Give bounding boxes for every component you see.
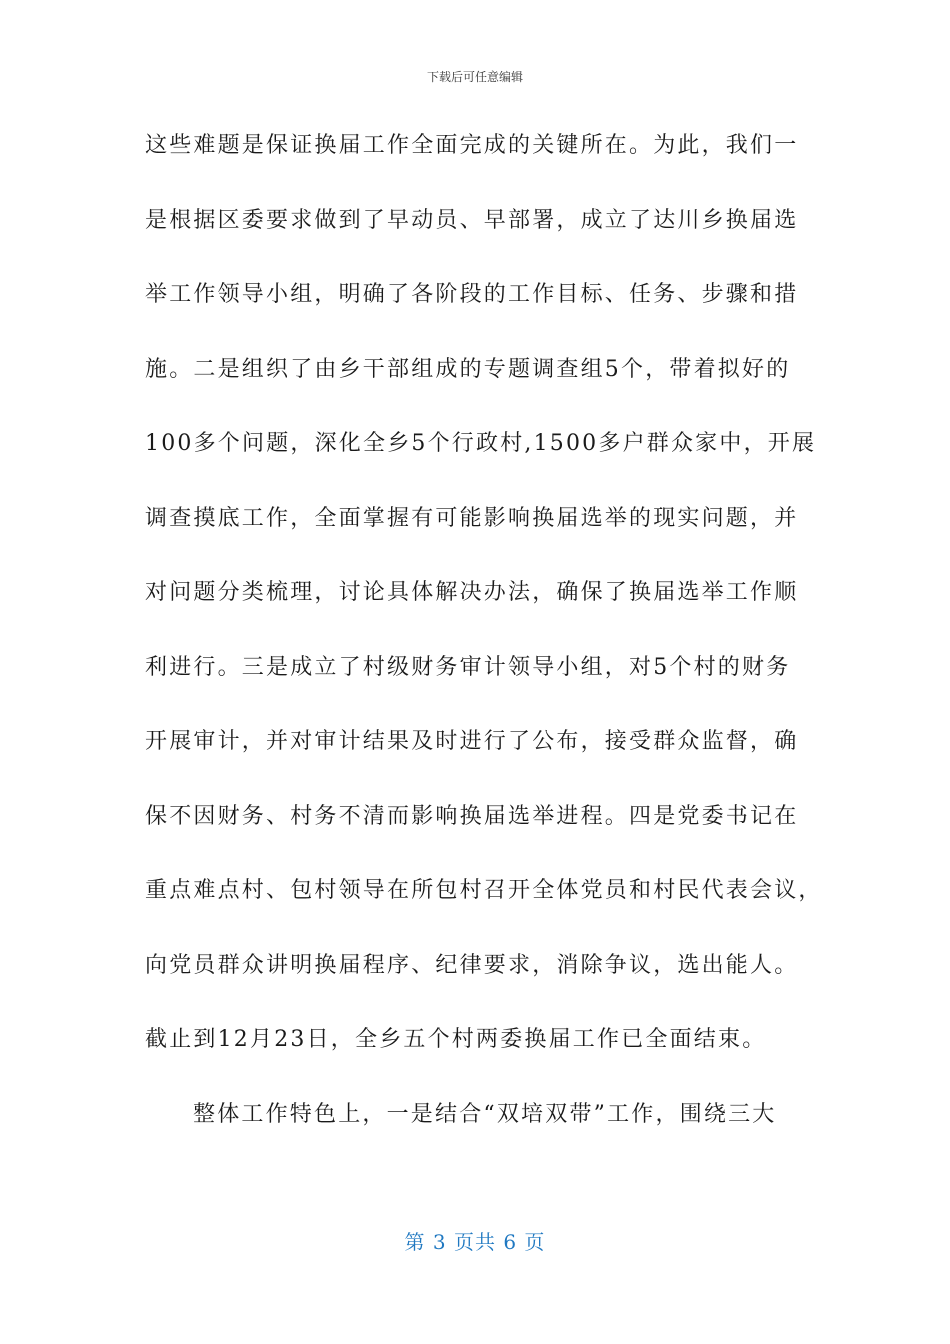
text-line: 对问题分类梳理，讨论具体解决办法，确保了换届选举工作顺 bbox=[145, 580, 799, 605]
text-line: 调查摸底工作，全面掌握有可能影响换届选举的现实问题，并 bbox=[145, 505, 799, 531]
header-note: 下载后可任意编辑 bbox=[426, 70, 523, 84]
text-line: 100多个问题，深化全乡5个行政村,1500多户群众家中，开展 bbox=[145, 431, 817, 456]
text-line: 利进行。三是成立了村级财务审计领导小组，对5个村的财务 bbox=[145, 654, 791, 680]
text-line: 截止到12月23日，全乡五个村两委换届工作已全面结束。 bbox=[145, 1027, 767, 1052]
text-line: 开展审计，并对审计结果及时进行了公布，接受群众监督，确 bbox=[145, 729, 799, 754]
text-line: 举工作领导小组，明确了各阶段的工作目标、任务、步骤和措 bbox=[145, 282, 799, 307]
text-line: 向党员群众讲明换届程序、纪律要求，消除争议，选出能人。 bbox=[145, 952, 799, 978]
text-line: 保不因财务、村务不清而影响换届选举进程。四是党委书记在 bbox=[145, 803, 799, 829]
text-line: 是根据区委要求做到了早动员、早部署，成立了达川乡换届选 bbox=[145, 207, 799, 233]
page-number: 第 3 页共 6 页 bbox=[404, 1230, 546, 1254]
text-line: 这些难题是保证换届工作全面完成的关键所在。为此，我们一 bbox=[145, 133, 799, 158]
paragraph-start-line: 整体工作特色上，一是结合“双培双带”工作，围绕三大 bbox=[193, 1101, 777, 1127]
text-line: 施。二是组织了由乡干部组成的专题调查组5个，带着拟好的 bbox=[145, 356, 791, 382]
text-line: 重点难点村、包村领导在所包村召开全体党员和村民代表会议， bbox=[145, 878, 823, 903]
document-body bbox=[145, 128, 825, 1171]
